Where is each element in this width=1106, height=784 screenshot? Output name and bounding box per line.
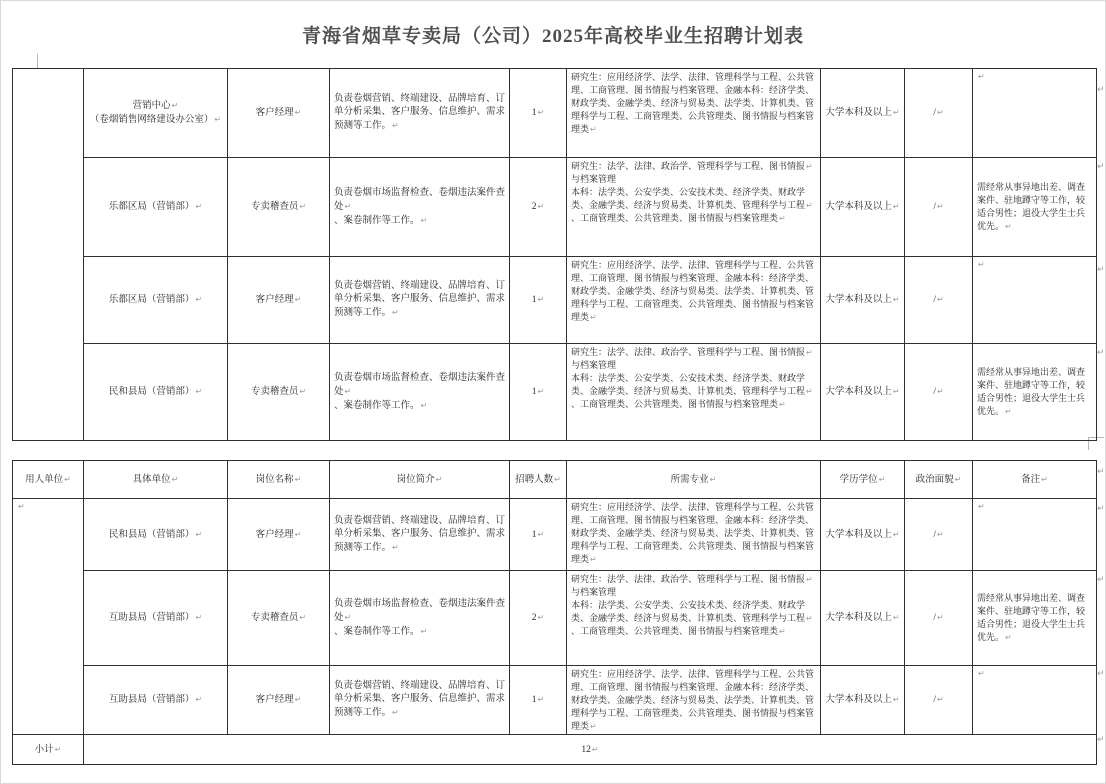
table-row xyxy=(13,499,1097,571)
paragraph-mark-icon: ↵ xyxy=(806,162,813,171)
subtotal-label-cell[interactable]: 小计↵ xyxy=(13,735,84,765)
header-degree[interactable]: 学历学位↵ xyxy=(821,461,905,499)
table-row xyxy=(13,571,1097,666)
paragraph-mark-icon: ↵ xyxy=(806,348,813,357)
paragraph-mark-icon: ↵ xyxy=(936,613,944,622)
row-end-mark: ↵ xyxy=(1097,467,1105,477)
cell-intro[interactable]: 负责卷烟营销、终端建设、品牌培育、订单分析采集、客户服务、信息维护、需求预测等工作。↵ xyxy=(330,666,510,735)
text-boundary-mark-top-left xyxy=(37,54,38,69)
cell-position[interactable]: 客户经理↵ xyxy=(228,499,330,571)
paragraph-mark-icon: ↵ xyxy=(392,308,399,317)
cell-majors[interactable]: 研究生：应用经济学、法学、法律、管理科学与工程、公共管理、工商管理、图书情报与档案管理、金融本科：经济学类、财政学类、金融学类、经济与贸易类、法学类、计算机类、管理科学与工程、工商管理类、公共管理类、图书情报与档案管理类↵ xyxy=(567,666,821,735)
paragraph-mark-icon: ↵ xyxy=(18,502,25,511)
cell-majors[interactable]: 研究生：法学、法律、政治学、管理科学与工程、图书情报↵ 与档案管理 本科：法学类、公安学类、公安技术类、经济学类、财政学类、金融学类、经济与贸易类、计算机类、管理科学与工程↵ 、工商管理类、公共管理类、图书情报与档案管理类↵ xyxy=(567,344,821,441)
paragraph-mark-icon: ↵ xyxy=(420,626,428,636)
cell-degree[interactable]: 大学本科及以上↵ xyxy=(821,499,905,571)
paragraph-mark-icon: ↵ xyxy=(195,202,203,211)
cell-intro[interactable]: 负责卷烟营销、终端建设、品牌培育、订单分析采集、客户服务、信息维护、需求预测等工作。↵ xyxy=(330,69,510,158)
cell-intro[interactable]: 负责卷烟营销、终端建设、品牌培育、订单分析采集、客户服务、信息维护、需求预测等工作。↵ xyxy=(330,257,510,344)
cell-intro[interactable]: 负责卷烟市场监督检查、卷烟违法案件查处↵ 、案卷制作等工作。↵ xyxy=(330,158,510,257)
paragraph-mark-icon: ↵ xyxy=(344,201,352,211)
paragraph-mark-icon: ↵ xyxy=(978,669,985,678)
cell-position[interactable]: 客户经理↵ xyxy=(228,257,330,344)
cell-degree[interactable]: 大学本科及以上↵ xyxy=(821,344,905,441)
paragraph-mark-icon: ↵ xyxy=(779,400,786,409)
paragraph-mark-icon: ↵ xyxy=(936,695,944,704)
row-end-mark: ↵ xyxy=(1097,265,1105,275)
paragraph-mark-icon: ↵ xyxy=(806,201,813,210)
cell-politics[interactable]: /↵ xyxy=(905,257,973,344)
paragraph-mark-icon: ↵ xyxy=(892,295,900,304)
page-title[interactable]: 青海省烟草专卖局（公司）2025年高校毕业生招聘计划表 xyxy=(301,26,804,47)
row-end-mark: ↵ xyxy=(1097,85,1105,95)
recruitment-table xyxy=(12,460,1097,765)
paragraph-mark-icon: ↵ xyxy=(195,613,203,622)
paragraph-mark-icon: ↵ xyxy=(195,295,203,304)
paragraph-mark-icon: ↵ xyxy=(537,387,545,396)
paragraph-mark-icon: ↵ xyxy=(978,72,985,81)
cell-remark[interactable] xyxy=(973,69,1097,158)
paragraph-mark-icon: ↵ xyxy=(392,121,399,130)
paragraph-mark-icon: ↵ xyxy=(537,695,545,704)
paragraph-mark-icon: ↵ xyxy=(978,502,985,511)
header-intro[interactable]: 岗位简介↵ xyxy=(330,461,510,499)
paragraph-mark-icon: ↵ xyxy=(392,708,399,717)
paragraph-mark-icon: ↵ xyxy=(171,474,179,484)
paragraph-mark-icon: ↵ xyxy=(344,386,352,396)
cell-position[interactable]: 专卖稽查员↵ xyxy=(228,158,330,257)
cell-degree[interactable]: 大学本科及以上↵ xyxy=(821,257,905,344)
cell-position[interactable]: 客户经理↵ xyxy=(228,666,330,735)
recruitment-table-continued xyxy=(12,68,1097,441)
row-end-mark: ↵ xyxy=(1097,735,1105,745)
cell-count[interactable]: 1↵ xyxy=(510,666,567,735)
paragraph-mark-icon: ↵ xyxy=(806,614,813,623)
subtotal-row xyxy=(13,735,1097,765)
cell-unit[interactable]: 互助县局（营销部）↵ xyxy=(84,666,228,735)
header-politics[interactable]: 政治面貌↵ xyxy=(905,461,973,499)
paragraph-mark-icon: ↵ xyxy=(294,474,302,484)
paragraph-mark-icon: ↵ xyxy=(64,474,71,484)
cell-degree[interactable]: 大学本科及以上↵ xyxy=(821,158,905,257)
cell-employer-merged[interactable] xyxy=(13,499,84,735)
paragraph-mark-icon: ↵ xyxy=(214,115,222,124)
paragraph-mark-icon: ↵ xyxy=(420,400,428,410)
cell-intro[interactable]: 负责卷烟营销、终端建设、品牌培育、订单分析采集、客户服务、信息维护、需求预测等工作。↵ xyxy=(330,499,510,571)
paragraph-mark-icon: ↵ xyxy=(954,474,962,484)
paragraph-mark-icon: ↵ xyxy=(294,295,302,304)
cell-unit[interactable]: 民和县局（营销部）↵ xyxy=(84,499,228,571)
cell-remark[interactable]: 需经常从事异地出差、调查案件、驻地蹲守等工作，较适合男性；退役大学生士兵优先。↵ xyxy=(973,571,1097,666)
cell-majors[interactable]: 研究生：应用经济学、法学、法律、管理科学与工程、公共管理、工商管理、图书情报与档案管理、金融本科：经济学类、财政学类、金融学类、经济与贸易类、法学类、计算机类、管理科学与工程、工商管理类、公共管理类、图书情报与档案管理类↵ xyxy=(567,69,821,158)
cell-politics[interactable]: /↵ xyxy=(905,666,973,735)
cell-unit[interactable]: 乐都区局（营销部）↵ xyxy=(84,257,228,344)
cell-intro[interactable]: 负责卷烟市场监督检查、卷烟违法案件查处↵ 、案卷制作等工作。↵ xyxy=(330,571,510,666)
paragraph-mark-icon: ↵ xyxy=(554,474,561,484)
paragraph-mark-icon: ↵ xyxy=(936,387,944,396)
paragraph-mark-icon: ↵ xyxy=(299,613,307,622)
paragraph-mark-icon: ↵ xyxy=(978,260,985,269)
paragraph-mark-icon: ↵ xyxy=(435,474,443,484)
cell-degree[interactable]: 大学本科及以上↵ xyxy=(821,69,905,158)
paragraph-mark-icon: ↵ xyxy=(195,529,203,539)
paragraph-mark-icon: ↵ xyxy=(420,215,428,225)
cell-position[interactable]: 专卖稽查员↵ xyxy=(228,571,330,666)
cell-unit[interactable]: 民和县局（营销部）↵ xyxy=(84,344,228,441)
paragraph-mark-icon: ↵ xyxy=(1005,222,1012,231)
cell-count[interactable]: 1↵ xyxy=(510,257,567,344)
table-row xyxy=(13,158,1097,257)
paragraph-mark-icon: ↵ xyxy=(590,125,597,134)
table-row xyxy=(13,69,1097,158)
paragraph-mark-icon: ↵ xyxy=(591,744,599,754)
paragraph-mark-icon: ↵ xyxy=(537,529,545,539)
paragraph-mark-icon: ↵ xyxy=(590,722,597,731)
paragraph-mark-icon: ↵ xyxy=(294,529,302,539)
paragraph-mark-icon: ↵ xyxy=(344,612,352,622)
paragraph-mark-icon: ↵ xyxy=(590,555,597,564)
cell-unit[interactable]: 乐都区局（营销部）↵ xyxy=(84,158,228,257)
row-end-mark: ↵ xyxy=(1097,504,1105,514)
row-end-mark: ↵ xyxy=(1097,575,1105,585)
cell-position[interactable]: 客户经理↵ xyxy=(228,69,330,158)
cell-count[interactable]: 2↵ xyxy=(510,158,567,257)
table-header-row xyxy=(13,461,1097,499)
paragraph-mark-icon: ↵ xyxy=(590,313,597,322)
paragraph-mark-icon: ↵ xyxy=(537,202,545,211)
cell-count[interactable]: 1↵ xyxy=(510,69,567,158)
paragraph-mark-icon: ↵ xyxy=(537,108,545,117)
row-end-mark: ↵ xyxy=(1097,669,1105,679)
cell-politics[interactable]: /↵ xyxy=(905,499,973,571)
paragraph-mark-icon: ↵ xyxy=(299,387,307,396)
header-count[interactable]: 招聘人数↵ xyxy=(510,461,567,499)
cell-remark[interactable]: 需经常从事异地出差、调查案件、驻地蹲守等工作，较适合男性；退役大学生士兵优先。↵ xyxy=(973,158,1097,257)
cell-politics[interactable]: /↵ xyxy=(905,158,973,257)
cell-count[interactable]: 1↵ xyxy=(510,499,567,571)
paragraph-mark-icon: ↵ xyxy=(54,744,62,754)
paragraph-mark-icon: ↵ xyxy=(1005,633,1012,642)
header-majors[interactable]: 所需专业↵ xyxy=(567,461,821,499)
paragraph-mark-icon: ↵ xyxy=(806,575,813,584)
paragraph-mark-icon: ↵ xyxy=(936,295,944,304)
row-end-mark: ↵ xyxy=(1097,348,1105,358)
row-end-mark: ↵ xyxy=(1097,162,1105,172)
paragraph-mark-icon: ↵ xyxy=(892,387,900,396)
header-remark[interactable]: 备注↵ xyxy=(973,461,1097,499)
paragraph-mark-icon: ↵ xyxy=(537,295,545,304)
paragraph-mark-icon: ↵ xyxy=(392,542,399,552)
paragraph-mark-icon: ↵ xyxy=(892,613,900,622)
cell-degree[interactable]: 大学本科及以上↵ xyxy=(821,571,905,666)
paragraph-mark-icon: ↵ xyxy=(892,695,900,704)
table-row xyxy=(13,344,1097,441)
paragraph-mark-icon: ↵ xyxy=(299,202,307,211)
cell-politics[interactable]: /↵ xyxy=(905,571,973,666)
paragraph-mark-icon: ↵ xyxy=(195,695,203,704)
paragraph-mark-icon: ↵ xyxy=(709,474,717,484)
cell-employer-merged[interactable] xyxy=(13,69,84,441)
paragraph-mark-icon: ↵ xyxy=(1005,407,1012,416)
cell-unit[interactable]: 互助县局（营销部）↵ xyxy=(84,571,228,666)
paragraph-mark-icon: ↵ xyxy=(294,108,302,117)
paragraph-mark-icon: ↵ xyxy=(936,202,944,211)
paragraph-mark-icon: ↵ xyxy=(936,108,944,117)
table-row xyxy=(13,666,1097,735)
cell-position[interactable]: 专卖稽查员↵ xyxy=(228,344,330,441)
cell-degree[interactable]: 大学本科及以上↵ xyxy=(821,666,905,735)
cell-politics[interactable]: /↵ xyxy=(905,344,973,441)
cell-unit[interactable]: 营销中心↵ （卷烟销售网络建设办公室）↵ xyxy=(84,69,228,158)
paragraph-mark-icon: ↵ xyxy=(537,613,545,622)
paragraph-mark-icon: ↵ xyxy=(936,529,944,539)
header-unit[interactable]: 具体单位↵ xyxy=(84,461,228,499)
cell-remark[interactable] xyxy=(973,257,1097,344)
cell-majors[interactable]: 研究生：法学、法律、政治学、管理科学与工程、图书情报↵ 与档案管理 本科：法学类、公安学类、公安技术类、经济学类、财政学类、金融学类、经济与贸易类、计算机类、管理科学与工程↵ 、工商管理类、公共管理类、图书情报与档案管理类↵ xyxy=(567,158,821,257)
paragraph-mark-icon: ↵ xyxy=(892,202,900,211)
cell-majors[interactable]: 研究生：应用经济学、法学、法律、管理科学与工程、公共管理、工商管理、图书情报与档案管理、金融本科：经济学类、财政学类、金融学类、经济与贸易类、法学类、计算机类、管理科学与工程、工商管理类、公共管理类、图书情报与档案管理类↵ xyxy=(567,257,821,344)
paragraph-mark-icon: ↵ xyxy=(878,474,886,484)
paragraph-mark-icon: ↵ xyxy=(779,627,786,636)
cell-count[interactable]: 1↵ xyxy=(510,344,567,441)
table-row xyxy=(13,257,1097,344)
cell-count[interactable]: 2↵ xyxy=(510,571,567,666)
cell-politics[interactable]: /↵ xyxy=(905,69,973,158)
cell-intro[interactable]: 负责卷烟市场监督检查、卷烟违法案件查处↵ 、案卷制作等工作。↵ xyxy=(330,344,510,441)
cell-majors[interactable]: 研究生：法学、法律、政治学、管理科学与工程、图书情报↵ 与档案管理 本科：法学类、公安学类、公安技术类、经济学类、财政学类、金融学类、经济与贸易类、计算机类、管理科学与工程↵ 、工商管理类、公共管理类、图书情报与档案管理类↵ xyxy=(567,571,821,666)
cell-remark[interactable] xyxy=(973,499,1097,571)
cell-remark[interactable]: 需经常从事异地出差、调查案件、驻地蹲守等工作，较适合男性；退役大学生士兵优先。↵ xyxy=(973,344,1097,441)
paragraph-mark-icon: ↵ xyxy=(1041,474,1048,484)
paragraph-mark-icon: ↵ xyxy=(779,214,786,223)
paragraph-mark-icon: ↵ xyxy=(806,387,813,396)
header-employer[interactable]: 用人单位↵ xyxy=(13,461,84,499)
paragraph-mark-icon: ↵ xyxy=(892,108,900,117)
cell-majors[interactable]: 研究生：应用经济学、法学、法律、管理科学与工程、公共管理、工商管理、图书情报与档案管理、金融本科：经济学类、财政学类、金融学类、经济与贸易类、法学类、计算机类、管理科学与工程、工商管理类、公共管理类、图书情报与档案管理类↵ xyxy=(567,499,821,571)
header-position[interactable]: 岗位名称↵ xyxy=(228,461,330,499)
paragraph-mark-icon: ↵ xyxy=(195,387,203,396)
subtotal-value-cell[interactable]: 12↵ xyxy=(84,735,1097,765)
paragraph-mark-icon: ↵ xyxy=(892,529,900,539)
cell-remark[interactable] xyxy=(973,666,1097,735)
paragraph-mark-icon: ↵ xyxy=(294,695,302,704)
paragraph-mark-icon: ↵ xyxy=(171,101,179,110)
